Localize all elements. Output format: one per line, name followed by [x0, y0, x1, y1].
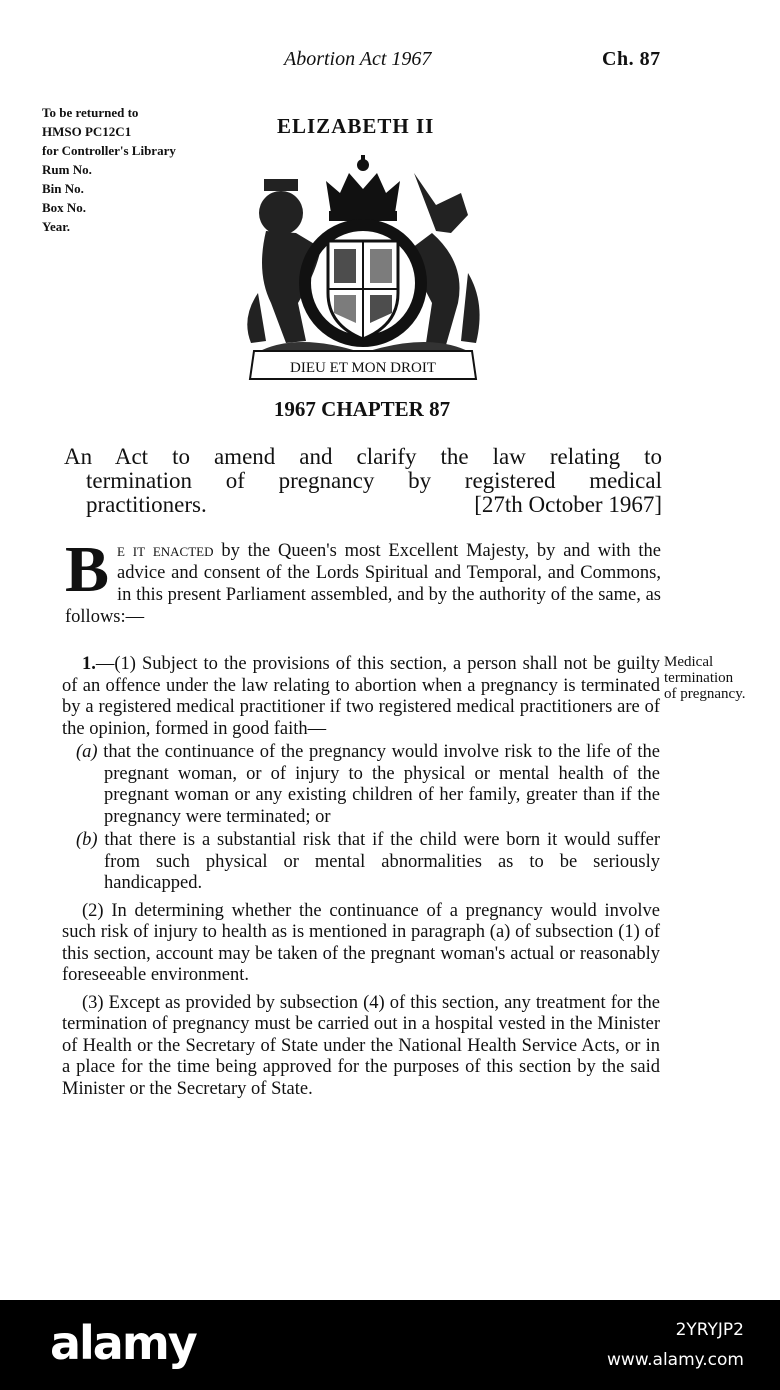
running-title: Abortion Act 1967 [284, 48, 432, 70]
motto-banner-text: DIEU ET MON DROIT [290, 360, 436, 376]
section-1 [62, 654, 660, 1100]
marginal-note-line: of pregnancy. [664, 686, 746, 702]
paragraph-a-text: that the continuance of the pregnancy would involve risk to the life of the pregnant woman, or of injury to the physical or mental health of the pregnant woman or any existing children of her family, greater than if the pregnancy were terminated; or [103, 742, 660, 827]
paragraph-b-text: that there is a substantial risk that if the child were born it would suffer from such physical or mental abnormalities as to be seriously handicapped. [104, 830, 661, 893]
paragraph-a [62, 742, 660, 828]
royal-assent-date: [27th October 1967] [474, 492, 662, 517]
monarch-heading: ELIZABETH II [277, 114, 435, 138]
library-note-line: Bin No. [42, 181, 84, 196]
long-title [64, 445, 662, 517]
library-note-line: for Controller's Library [42, 143, 176, 158]
library-note-line: Box No. [42, 200, 87, 215]
chapter-title: 1967 CHAPTER 87 [273, 397, 451, 421]
chapter-reference: Ch. 87 [602, 48, 661, 70]
drop-cap: B [65, 533, 110, 606]
library-note-line: Year. [42, 219, 71, 234]
watermark-footer [0, 1300, 780, 1390]
subsection-2: (2) In determining whether the continuance of a pregnancy would involve such risk of injury to health as is mentioned in paragraph (a) of subsection (1) of this section, account may be taken of the pregnant woman's actual or reasonably foreseeable environment. [62, 900, 660, 985]
marginal-note [664, 654, 779, 702]
enacting-formula [65, 533, 661, 628]
long-title-line: practitioners. [86, 492, 207, 517]
image-id: 2YRYJP2 [675, 1320, 744, 1340]
royal-coat-of-arms-icon [236, 153, 490, 383]
library-note-line: Rum No. [42, 162, 92, 177]
long-title-line: termination of pregnancy by registered medical [86, 468, 662, 493]
paragraph-b [62, 830, 660, 895]
library-note-line: HMSO PC12C1 [42, 124, 132, 139]
subsection-1 [62, 654, 660, 740]
section-number: 1. [82, 654, 96, 674]
enacting-text: by the Queen's most Excellent Majesty, by and with the advice and consent of the Lords Spiritual and Temporal, and Commons, in this present Parliament assembled, and by the authority of the same, as follows:— [65, 541, 661, 627]
library-note-line: To be returned to [42, 105, 139, 120]
marginal-note-line: Medical [664, 654, 714, 670]
marginal-note-line: termination [664, 670, 734, 686]
subsection-3: (3) Except as provided by subsection (4) of this section, any treatment for the termination of pregnancy must be carried out in a hospital vested in the Minister of Health or the Secretary of State under the National Health Service Acts, or in a place for the time being approved for the purposes of this section by the said Minister or the Secretary of State. [62, 992, 660, 1099]
subsection-1-text: —(1) Subject to the provisions of this section, a person shall not be guilty of an offence under the law relating to abortion when a pregnancy is terminated by a registered medical practitioner if two registered medical practitioners are of the opinion, formed in good faith— [62, 654, 660, 739]
paragraph-a-label: (a) [76, 742, 98, 762]
enacting-smallcaps: e it enacted [117, 541, 214, 561]
long-title-line: An Act to amend and clarify the law relating to [64, 444, 662, 469]
long-title-last-line [64, 493, 662, 517]
alamy-logo: alamy [50, 1316, 196, 1370]
paragraph-b-label: (b) [76, 830, 98, 850]
site-url: www.alamy.com [606, 1350, 744, 1370]
library-return-note [42, 103, 176, 236]
